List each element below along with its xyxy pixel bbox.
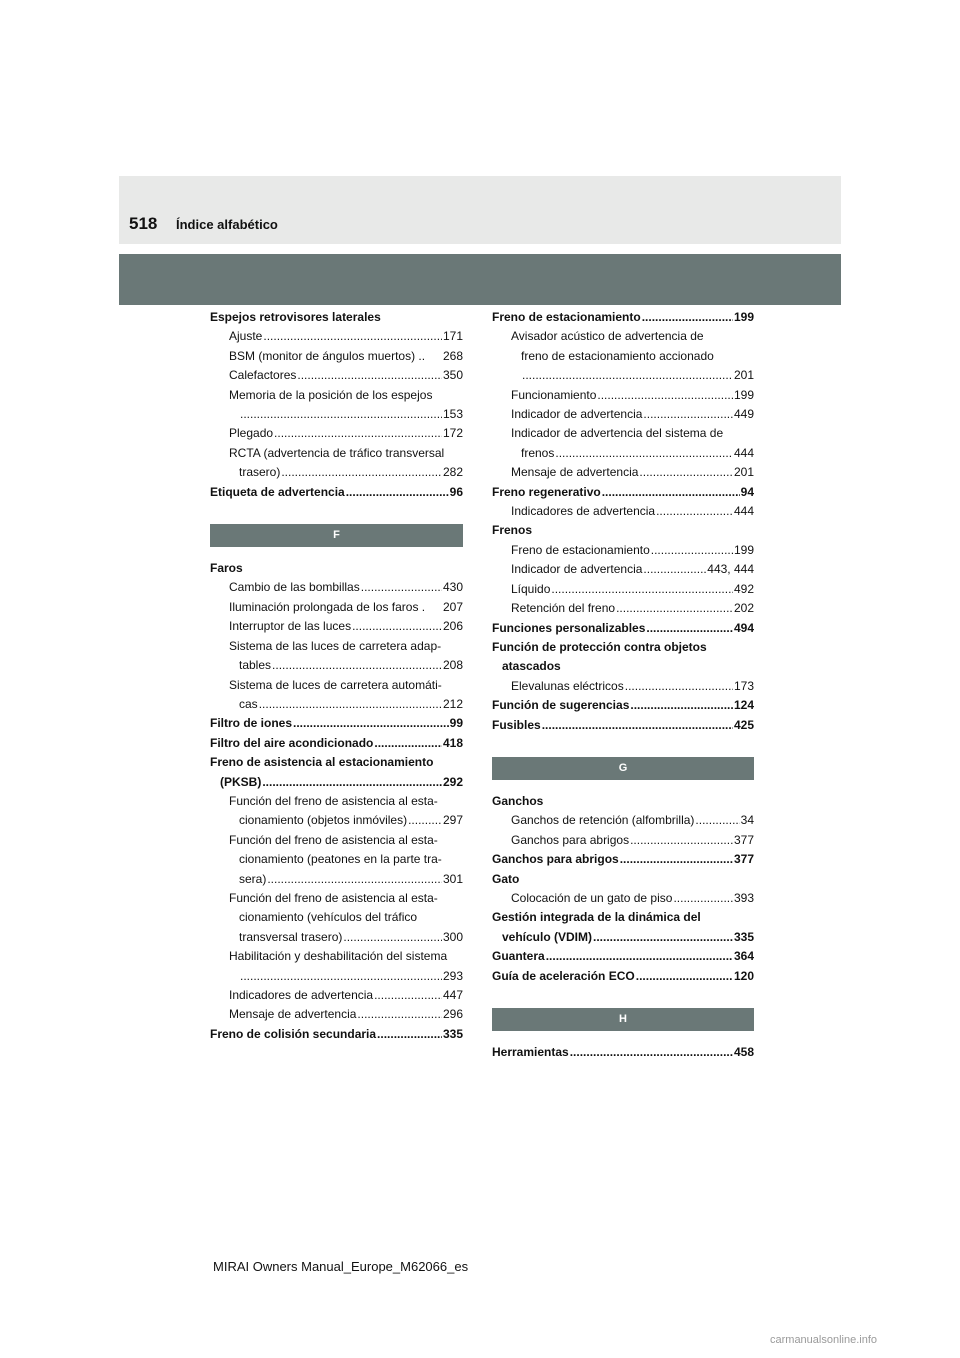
bar-spacer bbox=[210, 547, 463, 559]
page-ref: 425 bbox=[733, 717, 754, 732]
leader-dots bbox=[639, 463, 733, 482]
page-ref: 201 bbox=[733, 368, 754, 383]
page-ref: 171 bbox=[442, 329, 463, 344]
index-subentry bbox=[210, 889, 463, 908]
index-entry bbox=[210, 753, 463, 772]
entry-text: Avisador acústico de advertencia de bbox=[511, 329, 704, 344]
index-entry bbox=[210, 773, 463, 792]
entry-text: Memoria de la posición de los espejos bbox=[229, 387, 433, 402]
entry-text: (PKSB) bbox=[220, 774, 262, 789]
entry-text: Indicadores de advertencia bbox=[511, 504, 656, 519]
index-entry bbox=[492, 696, 754, 715]
page-ref: 282 bbox=[442, 465, 463, 480]
index-subentry bbox=[210, 656, 463, 675]
index-entry bbox=[210, 714, 463, 733]
entry-text: cas bbox=[239, 696, 258, 711]
index-subentry bbox=[492, 386, 754, 405]
entry-text: Guía de aceleración ECO bbox=[492, 968, 635, 983]
header-dark-band bbox=[119, 254, 841, 305]
index-subentry bbox=[492, 560, 754, 579]
entry-text: Líquido bbox=[511, 581, 551, 596]
entry-text: Sistema de luces de carretera automáti- bbox=[229, 677, 442, 692]
page-ref: 335 bbox=[733, 929, 754, 944]
page-ref: 364 bbox=[733, 949, 754, 964]
index-subentry bbox=[210, 908, 463, 927]
leader-dots bbox=[272, 656, 442, 675]
index-subentry bbox=[492, 444, 754, 463]
index-subentry bbox=[210, 386, 463, 405]
index-subentry bbox=[210, 792, 463, 811]
index-subentry bbox=[210, 831, 463, 850]
leader-dots bbox=[555, 444, 733, 463]
leader-dots bbox=[593, 928, 733, 947]
page-ref: 492 bbox=[733, 581, 754, 596]
index-entry bbox=[492, 792, 754, 811]
entry-text: Faros bbox=[210, 561, 243, 576]
leader-dots bbox=[570, 1043, 733, 1062]
page-ref: 173 bbox=[733, 678, 754, 693]
index-subentry bbox=[210, 578, 463, 597]
entry-text: Cambio de las bombillas bbox=[229, 580, 360, 595]
entry-text: Gestión integrada de la dinámica del bbox=[492, 910, 701, 925]
page-ref: 296 bbox=[442, 1007, 463, 1022]
index-subentry bbox=[210, 928, 463, 947]
index-subentry bbox=[210, 947, 463, 966]
index-entry bbox=[492, 1043, 754, 1062]
index-subentry bbox=[210, 870, 463, 889]
page-ref: 335 bbox=[442, 1026, 463, 1041]
entry-text: trasero) bbox=[239, 465, 281, 480]
entry-text: Ganchos de retención (alfombrilla) bbox=[511, 813, 695, 828]
entry-text: Función del freno de asistencia al esta- bbox=[229, 793, 438, 808]
index-subentry bbox=[492, 502, 754, 521]
leader-dots bbox=[262, 773, 442, 792]
index-subentry bbox=[210, 405, 463, 424]
leader-dots bbox=[597, 386, 733, 405]
leader-dots bbox=[646, 619, 733, 638]
page-ref: 418 bbox=[442, 735, 463, 750]
page-ref: 494 bbox=[733, 620, 754, 635]
entry-text: Funciones personalizables bbox=[492, 620, 646, 635]
leader-dots bbox=[643, 560, 706, 579]
leader-dots bbox=[551, 580, 733, 599]
entry-text: Retención del freno bbox=[511, 601, 616, 616]
letter-section-bar: F bbox=[210, 524, 463, 547]
page-ref: 444 bbox=[733, 445, 754, 460]
page-ref: 202 bbox=[733, 601, 754, 616]
index-column-right bbox=[492, 308, 754, 1062]
entry-text: Ganchos para abrigos bbox=[492, 852, 619, 867]
entry-text: Iluminación prolongada de los faros . bbox=[229, 599, 426, 614]
page-ref: 350 bbox=[442, 368, 463, 383]
page-ref: 444 bbox=[733, 504, 754, 519]
page-ref: 443, 444 bbox=[707, 562, 754, 577]
index-entry bbox=[492, 716, 754, 735]
page-number: 518 bbox=[129, 214, 158, 233]
entry-text: Gato bbox=[492, 871, 520, 886]
page-ref: 207 bbox=[442, 599, 463, 614]
index-subentry bbox=[210, 676, 463, 695]
entry-text: Mensaje de advertencia bbox=[511, 465, 639, 480]
leader-dots bbox=[281, 463, 442, 482]
entry-text: cionamiento (vehículos del tráfico bbox=[239, 910, 418, 925]
leader-dots bbox=[374, 734, 442, 753]
leader-dots bbox=[374, 986, 442, 1005]
entry-text: Filtro de iones bbox=[210, 716, 293, 731]
index-entry bbox=[210, 734, 463, 753]
entry-text: Función del freno de asistencia al esta- bbox=[229, 890, 438, 905]
watermark: carmanualsonline.info bbox=[770, 1334, 878, 1346]
entry-text: Funcionamiento bbox=[511, 387, 597, 402]
leader-dots bbox=[352, 617, 442, 636]
page-ref: 208 bbox=[442, 658, 463, 673]
bar-spacer bbox=[492, 986, 754, 1008]
entry-text: Frenos bbox=[492, 523, 533, 538]
page-ref: 199 bbox=[733, 387, 754, 402]
index-subentry bbox=[210, 424, 463, 443]
index-entry bbox=[492, 521, 754, 540]
bar-spacer bbox=[210, 502, 463, 524]
index-subentry bbox=[210, 986, 463, 1005]
page-ref: 212 bbox=[442, 696, 463, 711]
entry-text: cionamiento (peatones en la parte tra- bbox=[239, 852, 442, 867]
letter-section-bar: H bbox=[492, 1008, 754, 1031]
index-subentry bbox=[210, 617, 463, 636]
entry-text: Sistema de las luces de carretera adap- bbox=[229, 638, 442, 653]
leader-dots bbox=[361, 578, 442, 597]
leader-dots bbox=[240, 405, 442, 424]
leader-dots bbox=[636, 967, 733, 986]
index-subentry bbox=[492, 405, 754, 424]
index-entry bbox=[492, 619, 754, 638]
entry-text: Fusibles bbox=[492, 717, 541, 732]
index-subentry bbox=[492, 347, 754, 366]
entry-text: Interruptor de las luces bbox=[229, 619, 352, 634]
entry-text: Ajuste bbox=[229, 329, 263, 344]
page-ref: 447 bbox=[442, 988, 463, 1002]
page-ref: 94 bbox=[740, 484, 754, 499]
entry-text: Elevalunas eléctricos bbox=[511, 678, 624, 693]
page-ref: 120 bbox=[733, 968, 754, 983]
index-subentry bbox=[492, 580, 754, 599]
letter-section-bar: G bbox=[492, 757, 754, 780]
entry-text: BSM (monitor de ángulos muertos) .. bbox=[229, 348, 426, 363]
section-title: Índice alfabético bbox=[176, 217, 278, 232]
index-subentry bbox=[210, 347, 463, 366]
leader-dots bbox=[630, 831, 733, 850]
index-entry bbox=[492, 850, 754, 869]
page-ref: 377 bbox=[733, 852, 754, 867]
leader-dots bbox=[616, 599, 733, 618]
page-ref: 99 bbox=[449, 716, 463, 731]
leader-dots bbox=[642, 308, 733, 327]
entry-text: Guantera bbox=[492, 949, 545, 964]
page-ref: 458 bbox=[733, 1045, 754, 1059]
index-entry bbox=[492, 928, 754, 947]
index-subentry bbox=[210, 637, 463, 656]
index-entry bbox=[492, 870, 754, 889]
bar-spacer bbox=[492, 780, 754, 792]
entry-text: Colocación de un gato de piso bbox=[511, 890, 673, 905]
entry-text: Espejos retrovisores laterales bbox=[210, 310, 381, 324]
entry-text: Indicadores de advertencia bbox=[229, 988, 374, 1002]
index-subentry bbox=[210, 967, 463, 986]
leader-dots bbox=[357, 1005, 442, 1024]
index-subentry bbox=[492, 831, 754, 850]
entry-text: Calefactores bbox=[229, 368, 297, 383]
leader-dots bbox=[263, 327, 442, 346]
index-subentry bbox=[210, 695, 463, 714]
index-column-left bbox=[210, 308, 463, 1044]
leader-dots bbox=[377, 1025, 442, 1044]
page-ref: 393 bbox=[733, 890, 754, 905]
leader-dots bbox=[656, 502, 733, 521]
leader-dots bbox=[651, 541, 733, 560]
leader-dots bbox=[673, 889, 733, 908]
entry-text: vehículo (VDIM) bbox=[502, 929, 593, 944]
entry-text: Ganchos bbox=[492, 793, 544, 808]
leader-dots bbox=[408, 811, 442, 830]
entry-text: Herramientas bbox=[492, 1045, 569, 1059]
footer-manual-title: MIRAI Owners Manual_Europe_M62066_es bbox=[213, 1259, 469, 1274]
index-subentry bbox=[210, 811, 463, 830]
entry-text: atascados bbox=[502, 659, 561, 674]
index-entry bbox=[492, 947, 754, 966]
index-entry bbox=[210, 308, 463, 327]
entry-text: Habilitación y deshabilitación del sistema bbox=[229, 949, 448, 964]
page-ref: 292 bbox=[442, 774, 463, 789]
index-entry bbox=[210, 1025, 463, 1044]
leader-dots bbox=[620, 850, 733, 869]
entry-text: Función de protección contra objetos bbox=[492, 639, 707, 654]
entry-text: Indicador de advertencia bbox=[511, 407, 643, 422]
page-ref: 124 bbox=[733, 698, 754, 713]
bar-spacer bbox=[492, 735, 754, 757]
index-subentry bbox=[210, 327, 463, 346]
index-subentry bbox=[210, 366, 463, 385]
index-subentry bbox=[210, 444, 463, 463]
leader-dots bbox=[274, 424, 442, 443]
entry-text: Función del freno de asistencia al esta- bbox=[229, 832, 438, 847]
entry-text: sera) bbox=[239, 871, 267, 886]
index-subentry bbox=[492, 366, 754, 385]
page-ref: 172 bbox=[442, 426, 463, 441]
index-subentry bbox=[492, 424, 754, 443]
page-ref: 153 bbox=[442, 407, 463, 422]
page-ref: 268 bbox=[442, 348, 463, 363]
page-ref: 96 bbox=[449, 484, 463, 499]
leader-dots bbox=[522, 366, 733, 385]
page-ref: 201 bbox=[733, 465, 754, 480]
header-band bbox=[119, 176, 841, 244]
entry-text: Freno de asistencia al estacionamiento bbox=[210, 755, 434, 770]
index-subentry bbox=[492, 327, 754, 346]
index-subentry bbox=[492, 599, 754, 618]
index-entry bbox=[492, 657, 754, 676]
page-ref: 301 bbox=[442, 871, 463, 886]
page-ref: 430 bbox=[442, 580, 463, 595]
index-subentry bbox=[492, 463, 754, 482]
index-entry bbox=[210, 483, 463, 502]
entry-text: transversal trasero) bbox=[239, 929, 343, 944]
page-ref: 293 bbox=[442, 968, 463, 983]
leader-dots bbox=[630, 696, 733, 715]
entry-text: Función de sugerencias bbox=[492, 698, 630, 713]
entry-text: Filtro del aire acondicionado bbox=[210, 735, 374, 750]
page-ref: 199 bbox=[733, 310, 754, 324]
index-entry bbox=[492, 908, 754, 927]
entry-text: freno de estacionamiento accionado bbox=[521, 348, 714, 363]
entry-text: Etiqueta de advertencia bbox=[210, 484, 345, 499]
page-ref: 199 bbox=[733, 542, 754, 557]
index-subentry bbox=[210, 850, 463, 869]
entry-text: Plegado bbox=[229, 426, 274, 441]
leader-dots bbox=[643, 405, 733, 424]
leader-dots bbox=[602, 483, 740, 502]
page-ref: 206 bbox=[442, 619, 463, 634]
leader-dots bbox=[542, 716, 733, 735]
entry-text: RCTA (advertencia de tráfico transversal bbox=[229, 445, 445, 460]
leader-dots bbox=[346, 483, 449, 502]
index-subentry bbox=[492, 811, 754, 830]
entry-text: cionamiento (objetos inmóviles) bbox=[239, 813, 408, 828]
entry-text: Freno de colisión secundaria bbox=[210, 1026, 377, 1041]
entry-text: tables bbox=[239, 658, 272, 673]
page-ref: 300 bbox=[442, 929, 463, 944]
entry-text: Indicador de advertencia del sistema de bbox=[511, 426, 724, 441]
bar-spacer bbox=[492, 1031, 754, 1043]
page-ref: 449 bbox=[733, 407, 754, 422]
index-entry bbox=[492, 308, 754, 327]
index-entry bbox=[210, 559, 463, 578]
leader-dots bbox=[625, 677, 733, 696]
index-subentry bbox=[492, 541, 754, 560]
index-subentry bbox=[492, 677, 754, 696]
index-subentry bbox=[210, 463, 463, 482]
index-entry bbox=[492, 638, 754, 657]
leader-dots bbox=[343, 928, 442, 947]
page-ref: 377 bbox=[733, 832, 754, 847]
index-entry bbox=[492, 967, 754, 986]
page-ref: 297 bbox=[442, 813, 463, 828]
entry-text: Indicador de advertencia bbox=[511, 562, 643, 577]
entry-text: Ganchos para abrigos bbox=[511, 832, 630, 847]
leader-dots bbox=[240, 967, 442, 986]
entry-text: Freno de estacionamiento bbox=[511, 542, 650, 557]
index-subentry bbox=[210, 1005, 463, 1024]
page-ref: 34 bbox=[740, 813, 754, 828]
leader-dots bbox=[259, 695, 442, 714]
leader-dots bbox=[297, 366, 442, 385]
leader-dots bbox=[267, 870, 442, 889]
entry-text: Freno regenerativo bbox=[492, 484, 601, 499]
leader-dots bbox=[293, 714, 449, 733]
entry-text: Mensaje de advertencia bbox=[229, 1007, 357, 1022]
entry-text: frenos bbox=[521, 445, 555, 460]
index-entry bbox=[492, 483, 754, 502]
leader-dots bbox=[546, 947, 733, 966]
leader-dots bbox=[695, 811, 739, 830]
index-subentry bbox=[210, 598, 463, 617]
index-subentry bbox=[492, 889, 754, 908]
entry-text: Freno de estacionamiento bbox=[492, 310, 641, 324]
